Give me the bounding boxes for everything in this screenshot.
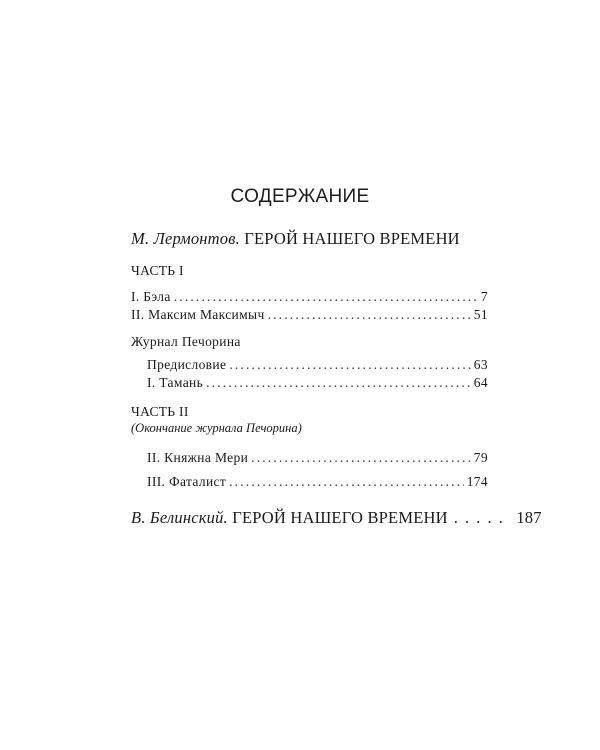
leader-dots [174,289,478,305]
work-title-belinsky[interactable] [131,508,542,528]
work-author: М. Лермонтов. [131,229,240,248]
page-title: СОДЕРЖАНИЕ [230,186,370,207]
toc-entry-page: 174 [466,474,488,489]
leader-dots [229,357,470,373]
toc-entry-label: I. Бэла [131,289,171,304]
toc-entry-taman[interactable] [147,375,488,391]
toc-entry-preface[interactable] [147,357,488,373]
part-1-label: ЧАСТЬ I [131,263,184,278]
leader-dots [251,450,471,466]
toc-entry-page: 7 [480,289,488,304]
work-name: ГЕРОЙ НАШЕГО ВРЕМЕНИ [244,229,460,248]
leader-dots [268,307,471,323]
leader-dots [206,375,471,391]
toc-entry-page: 63 [473,357,488,372]
leader-dots: . . . . . [453,508,505,527]
toc-entry-label: II. Максим Максимыч [131,307,265,322]
toc-entry-page: 64 [473,375,488,390]
toc-entry-bela[interactable] [131,289,488,305]
work-author: В. Белинский. [131,508,228,527]
journal-heading: Журнал Печорина [131,334,241,349]
work-name: ГЕРОЙ НАШЕГО ВРЕМЕНИ [232,508,448,527]
toc-entry-page: 51 [473,307,488,322]
toc-entry-page: 79 [473,450,488,465]
part-2-label: ЧАСТЬ II [131,404,189,419]
toc-entry-label: I. Тамань [147,375,204,390]
toc-entry-page: 187 [516,508,542,527]
toc-entry-label: III. Фаталист [147,474,227,489]
toc-entry-maksim-maksimych[interactable] [131,307,488,323]
toc-entry-princess-mary[interactable] [147,450,488,466]
toc-entry-label: Предисловие [147,357,227,372]
work-title-lermontov [131,229,460,249]
toc-entry-label: II. Княжна Мери [147,450,249,465]
toc-entry-fatalist[interactable] [147,474,488,490]
leader-dots [229,474,464,490]
part-2-note: (Окончание журнала Печорина) [131,421,302,435]
